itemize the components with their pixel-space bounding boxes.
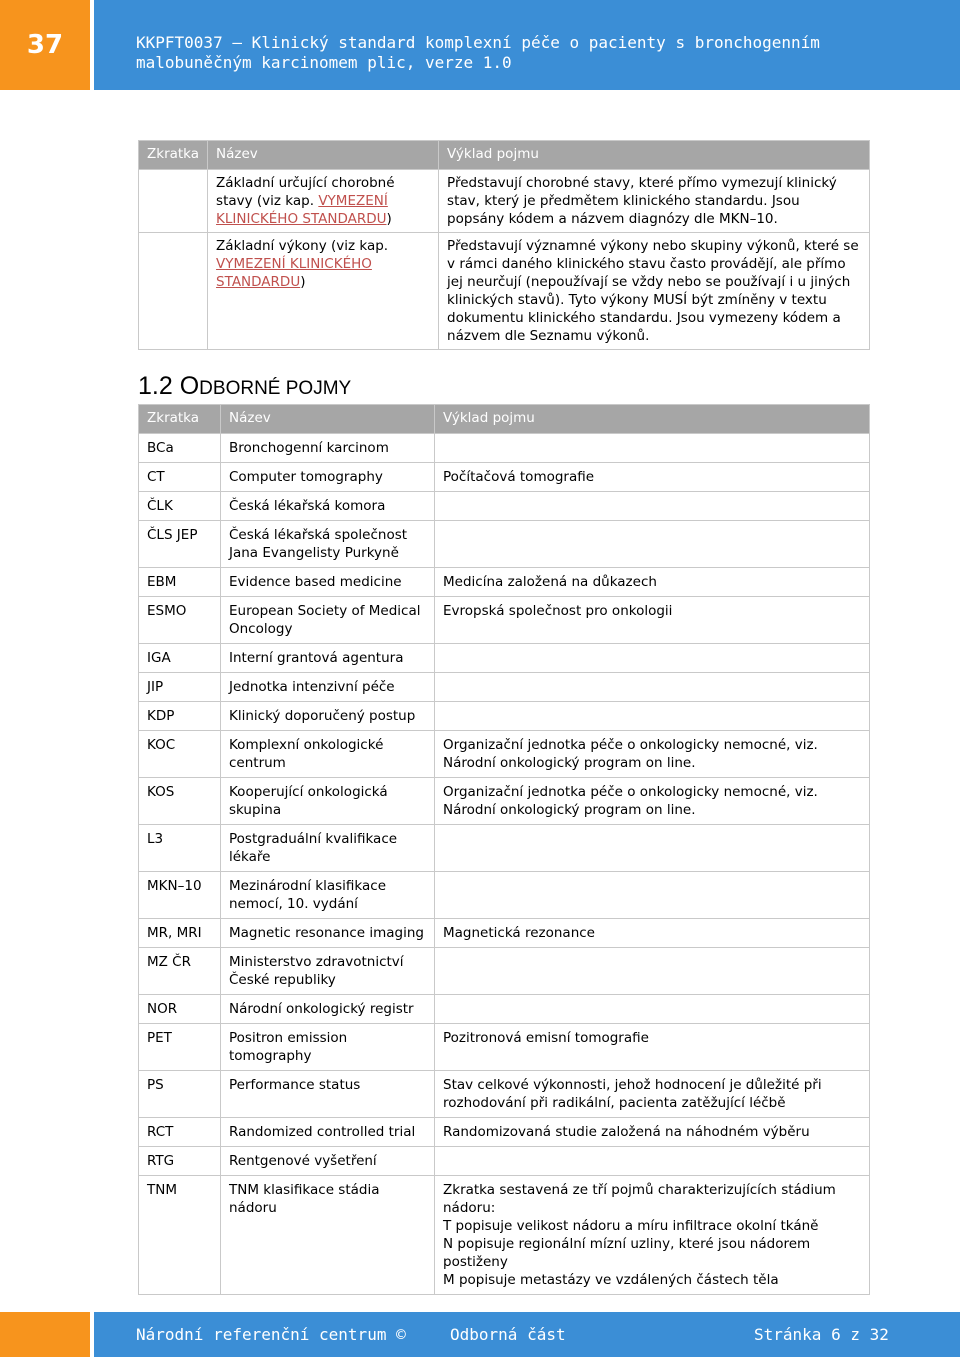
table-row xyxy=(139,644,870,673)
row-description: Pozitronová emisní tomografie xyxy=(435,1024,870,1071)
table-row xyxy=(139,995,870,1024)
row-abbr: JIP xyxy=(139,673,221,702)
row-abbr: PET xyxy=(139,1024,221,1071)
column-header-desc: Výklad pojmu xyxy=(439,141,870,170)
page-number-badge xyxy=(0,0,90,90)
table-row xyxy=(139,919,870,948)
row-abbr: L3 xyxy=(139,825,221,872)
row-description xyxy=(435,521,870,568)
row-description xyxy=(435,825,870,872)
table-row xyxy=(139,597,870,644)
row-abbr xyxy=(139,170,208,233)
page-footer xyxy=(0,1312,960,1357)
table-row xyxy=(139,463,870,492)
row-description xyxy=(435,1147,870,1176)
row-name: Postgraduální kvalifikace lékaře xyxy=(221,825,435,872)
section-title-rest: DBORNÉ POJMY xyxy=(199,378,352,399)
footer-center-text: Odborná část xyxy=(450,1325,566,1344)
table-row xyxy=(139,1024,870,1071)
row-name: Komplexní onkologické centrum xyxy=(221,731,435,778)
footer-bar xyxy=(94,1312,960,1357)
table-row xyxy=(139,702,870,731)
table-row xyxy=(139,434,870,463)
table-row xyxy=(139,731,870,778)
row-name-text-end: ) xyxy=(386,211,392,227)
row-description xyxy=(435,995,870,1024)
section-number: 1.2 xyxy=(138,372,173,400)
row-abbr: ČLS JEP xyxy=(139,521,221,568)
row-description: Medicína založená na důkazech xyxy=(435,568,870,597)
table-row xyxy=(139,1071,870,1118)
row-abbr: MKN–10 xyxy=(139,872,221,919)
row-abbr: KOS xyxy=(139,778,221,825)
row-description xyxy=(435,872,870,919)
row-description: Randomizovaná studie založená na náhodném výběru xyxy=(435,1118,870,1147)
row-abbr: RCT xyxy=(139,1118,221,1147)
column-header-desc: Výklad pojmu xyxy=(435,405,870,434)
row-abbr: KDP xyxy=(139,702,221,731)
page-header xyxy=(0,0,960,90)
table-row xyxy=(139,778,870,825)
row-name-text: Základní výkony (viz kap. xyxy=(216,238,389,254)
row-description: Magnetická rezonance xyxy=(435,919,870,948)
table-header-row xyxy=(139,141,870,170)
row-description: Stav celkové výkonnosti, jehož hodnocení je důležité při rozhodování při radikální, pacienta zatěžující léčbě xyxy=(435,1071,870,1118)
definitions-table xyxy=(138,140,870,350)
row-name-text: Základní určující chorobné stavy (viz kap. xyxy=(216,175,395,209)
row-description xyxy=(435,492,870,521)
row-description: Počítačová tomografie xyxy=(435,463,870,492)
footer-page-count: Stránka 6 z 32 xyxy=(754,1325,889,1344)
table-row xyxy=(139,673,870,702)
row-name: Computer tomography xyxy=(221,463,435,492)
row-abbr: CT xyxy=(139,463,221,492)
row-name: Ministerstvo zdravotnictví České republiky xyxy=(221,948,435,995)
row-abbr: MZ ČR xyxy=(139,948,221,995)
row-description xyxy=(435,434,870,463)
row-name: Performance status xyxy=(221,1071,435,1118)
row-abbr: KOC xyxy=(139,731,221,778)
row-name: Interní grantová agentura xyxy=(221,644,435,673)
footer-left-text: Národní referenční centrum © xyxy=(136,1325,406,1344)
table-row xyxy=(139,1118,870,1147)
row-description xyxy=(435,948,870,995)
section-heading xyxy=(138,372,351,401)
row-description: Organizační jednotka péče o onkologicky nemocné, viz. Národní onkologický program on line. xyxy=(435,778,870,825)
row-name: Bronchogenní karcinom xyxy=(221,434,435,463)
row-description: Zkratka sestavená ze tří pojmů charakterizujících stádium nádoru: T popisuje velikost nádoru a míru infiltrace okolní tkáně N popisuje regionální mízní uzliny, které jsou nádorem postiženy M popisuje metastázy ve vzdálených částech těla xyxy=(435,1176,870,1295)
row-name: Magnetic resonance imaging xyxy=(221,919,435,948)
table-row xyxy=(139,233,870,350)
row-name: Národní onkologický registr xyxy=(221,995,435,1024)
chapter-link[interactable]: VYMEZENÍ KLINICKÉHO STANDARDU xyxy=(216,256,372,290)
row-name: Rentgenové vyšetření xyxy=(221,1147,435,1176)
row-abbr: BCa xyxy=(139,434,221,463)
table-row xyxy=(139,568,870,597)
row-abbr: EBM xyxy=(139,568,221,597)
row-description: Evropská společnost pro onkologii xyxy=(435,597,870,644)
table-row xyxy=(139,170,870,233)
row-name: Česká lékařská komora xyxy=(221,492,435,521)
row-name: Česká lékařská společnost Jana Evangelisty Purkyně xyxy=(221,521,435,568)
chapter-link[interactable]: VYMEZENÍ KLINICKÉHO STANDARDU xyxy=(216,193,388,227)
section-title-initial: O xyxy=(179,372,200,400)
row-name: Positron emission tomography xyxy=(221,1024,435,1071)
document-title: KKPFT0037 – Klinický standard komplexní péče o pacienty s bronchogenním malobuněčným karcinomem plic, verze 1.0 xyxy=(136,33,820,72)
row-name: Randomized controlled trial xyxy=(221,1118,435,1147)
row-name: Mezinárodní klasifikace nemocí, 10. vydání xyxy=(221,872,435,919)
row-description: Představují významné výkony nebo skupiny výkonů, které se v rámci daného klinického stavu často provádějí, ale přímo jej neurčují (nepoužívají se vždy nebo se používají i u jiných klinických stavů). Tyto výkony MUSÍ být zmíněny v textu dokumentu klinického standardu. Jsou vymezeny kódem a názvem dle Seznamu výkonů. xyxy=(439,233,870,350)
row-description: Představují chorobné stavy, které přímo vymezují klinický stav, který je předmětem klinického standardu. Jsou popsány kódem a názvem diagnózy dle MKN–10. xyxy=(439,170,870,233)
table-row xyxy=(139,1147,870,1176)
row-abbr: MR, MRI xyxy=(139,919,221,948)
row-abbr: IGA xyxy=(139,644,221,673)
row-abbr: PS xyxy=(139,1071,221,1118)
column-header-abbr: Zkratka xyxy=(139,405,221,434)
table-row xyxy=(139,872,870,919)
row-description xyxy=(435,702,870,731)
terms-table xyxy=(138,404,870,1295)
row-name: TNM klasifikace stádia nádoru xyxy=(221,1176,435,1295)
column-header-name: Název xyxy=(208,141,439,170)
row-name: Klinický doporučený postup xyxy=(221,702,435,731)
row-description xyxy=(435,673,870,702)
table-row xyxy=(139,948,870,995)
row-name xyxy=(208,233,439,350)
row-name: European Society of Medical Oncology xyxy=(221,597,435,644)
row-name-text-end: ) xyxy=(300,274,306,290)
table-row xyxy=(139,521,870,568)
row-abbr: ESMO xyxy=(139,597,221,644)
row-abbr: TNM xyxy=(139,1176,221,1295)
row-abbr: ČLK xyxy=(139,492,221,521)
page-number: 37 xyxy=(26,30,64,60)
table-row xyxy=(139,492,870,521)
column-header-abbr: Zkratka xyxy=(139,141,208,170)
row-name: Kooperující onkologická skupina xyxy=(221,778,435,825)
row-abbr xyxy=(139,233,208,350)
row-name xyxy=(208,170,439,233)
row-name: Jednotka intenzivní péče xyxy=(221,673,435,702)
row-description xyxy=(435,644,870,673)
footer-accent-box xyxy=(0,1312,90,1357)
row-name: Evidence based medicine xyxy=(221,568,435,597)
row-abbr: NOR xyxy=(139,995,221,1024)
column-header-name: Název xyxy=(221,405,435,434)
table-header-row xyxy=(139,405,870,434)
table-row xyxy=(139,825,870,872)
row-abbr: RTG xyxy=(139,1147,221,1176)
table-row xyxy=(139,1176,870,1295)
row-description: Organizační jednotka péče o onkologicky nemocné, viz. Národní onkologický program on line. xyxy=(435,731,870,778)
